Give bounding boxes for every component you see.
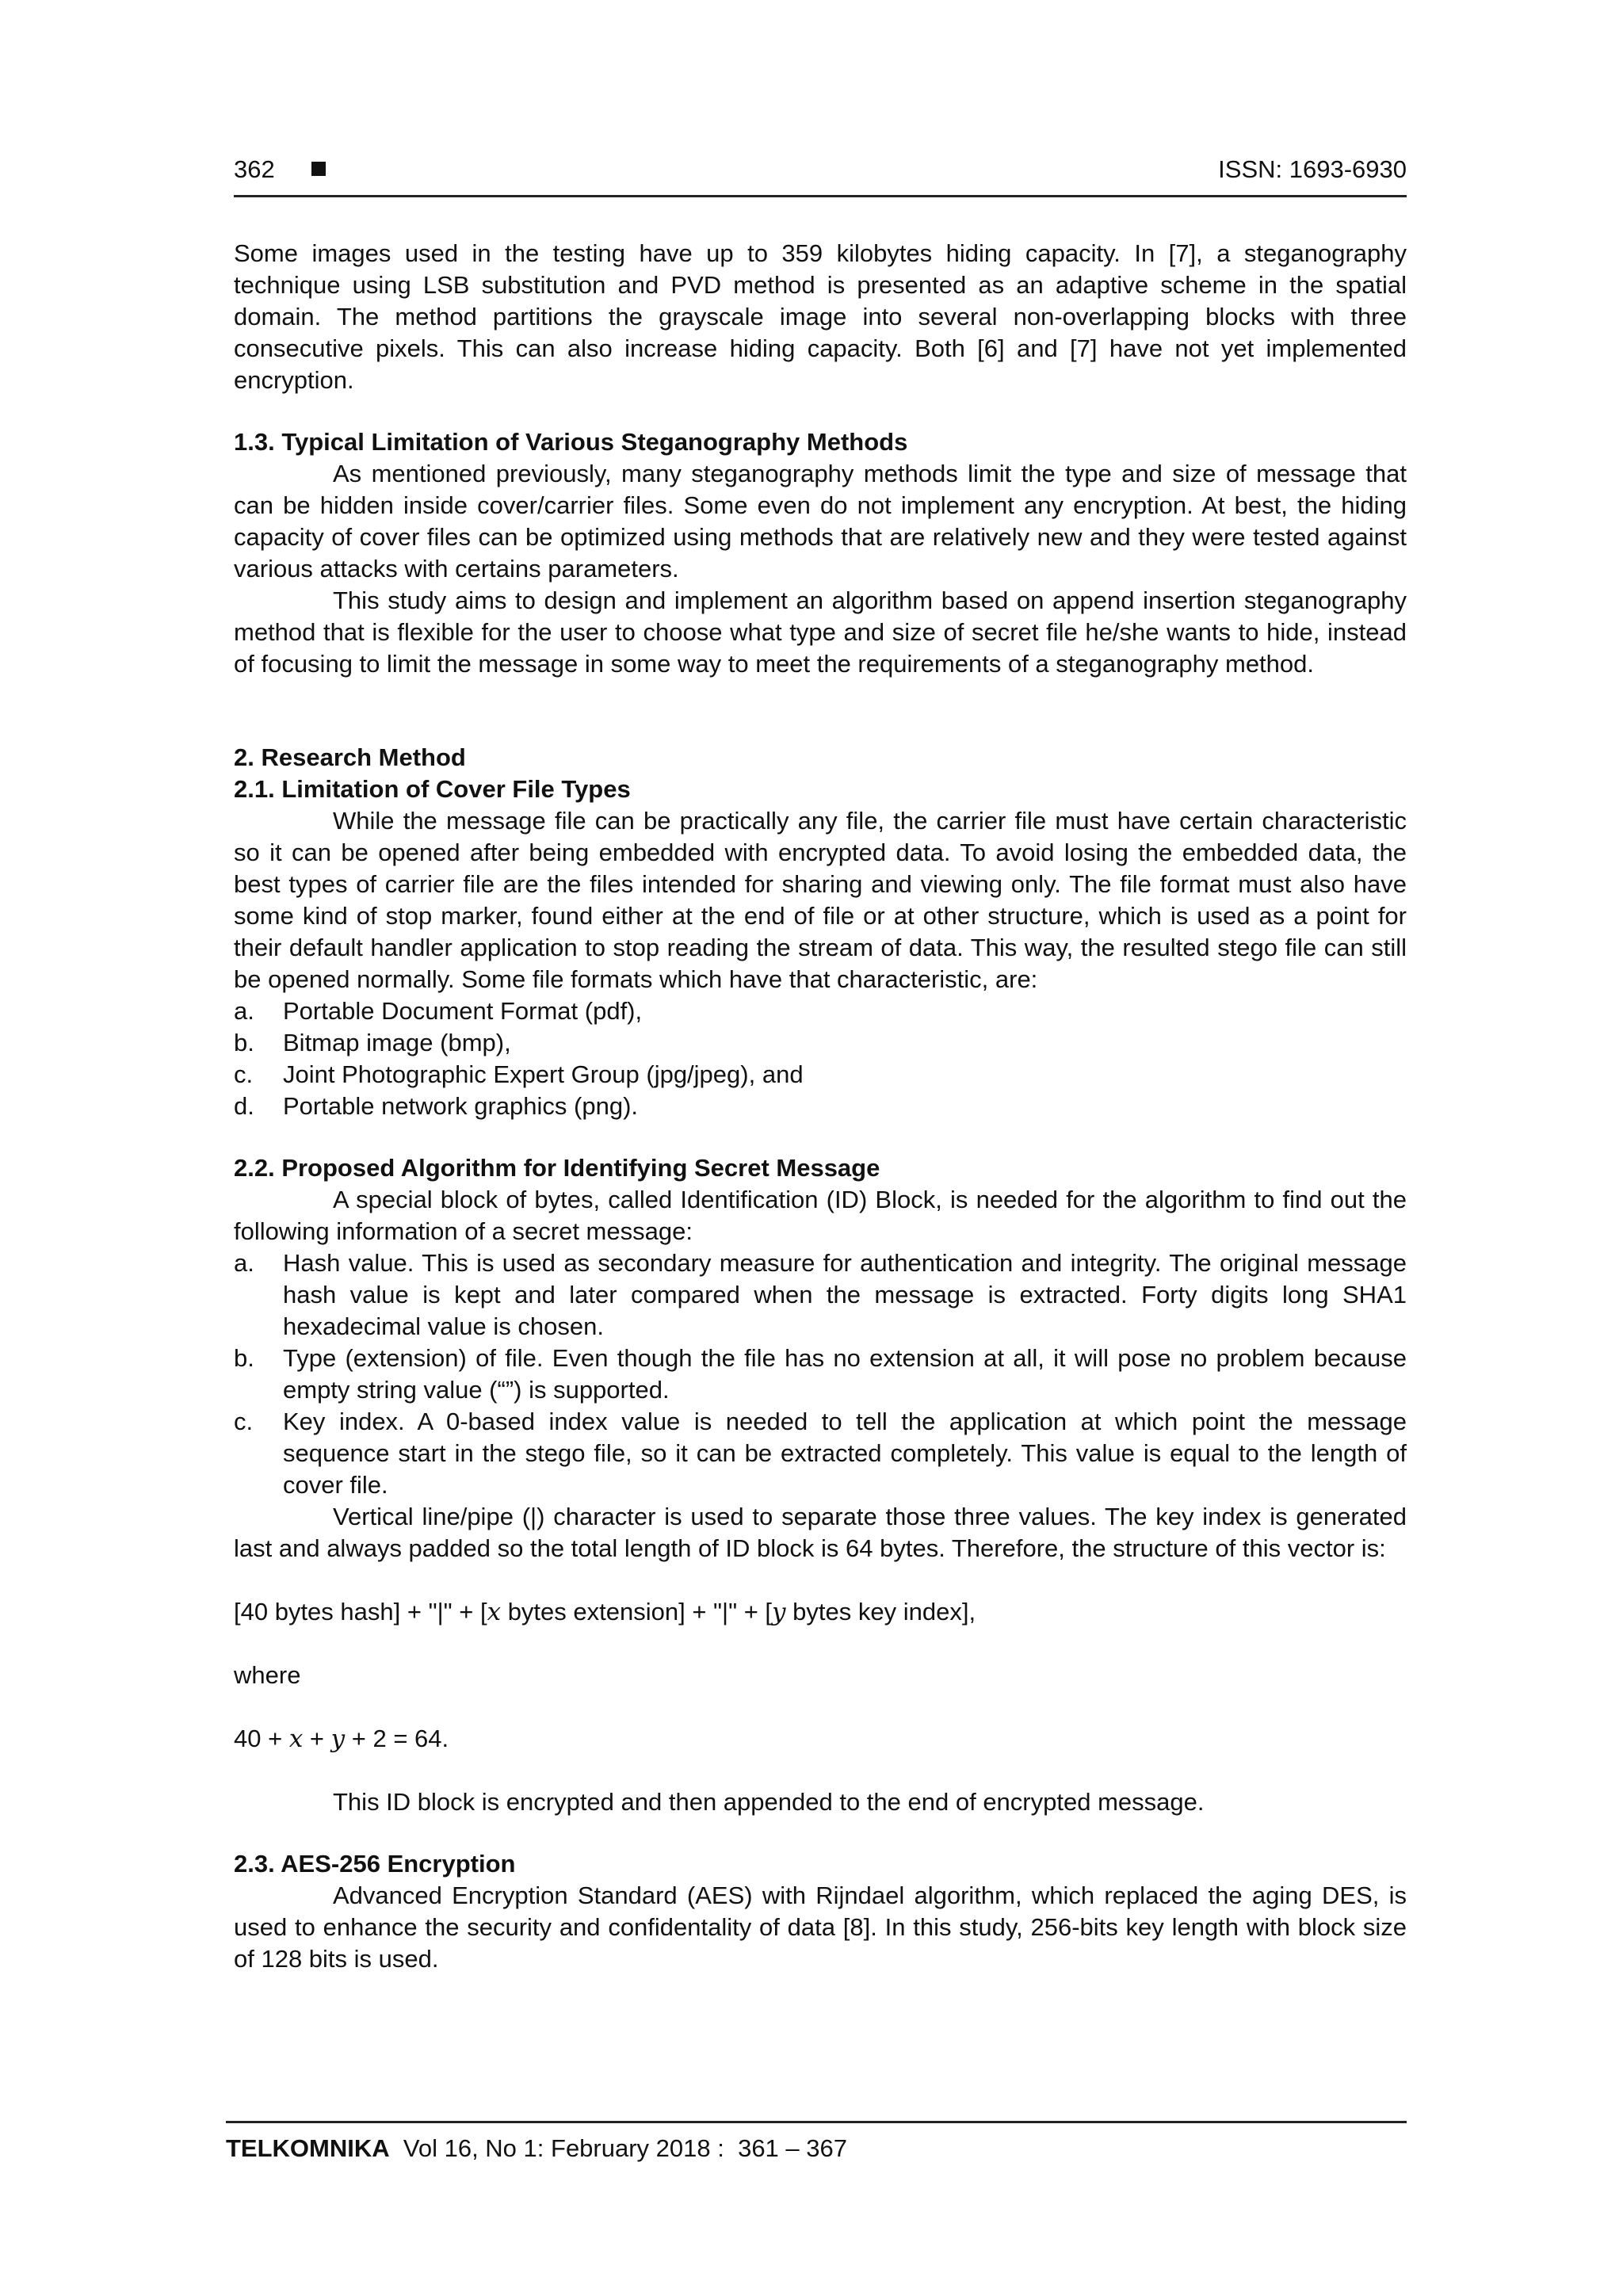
list-item: d. Portable network graphics (png). (234, 1092, 639, 1120)
cover-file-types-list (234, 995, 1407, 1122)
where-label: where (234, 1661, 301, 1689)
header-square-mark (311, 162, 326, 176)
section-1-3-paragraph-2: This study aims to design and implement an algorithm based on append insertion steganography method that is flexible for the user to choose what type and size of secret file he/she wants to hide, instead of focusing to limit the message in some way to meet the requirements of a steganography method. (234, 586, 1407, 678)
intro-paragraph: Some images used in the testing have up to 359 kilobytes hiding capacity. In [7], a steganography technique using LSB substitution and PVD method is presented as an adaptive scheme in the spatial domain. The method partitions the grayscale image into several non-overlapping blocks with three consecutive pixels. This can also increase hiding capacity. Both [6] and [7] have not yet implemented encryption. (234, 239, 1407, 394)
section-2-2-paragraph-1: A special block of bytes, called Identification (ID) Block, is needed for the algorithm to find out the following information of a secret message: (234, 1186, 1407, 1245)
list-item: b. Type (extension) of file. Even though the file has no extension at all, it will pose no problem because empty string value (“”) is supported. (234, 1344, 1407, 1404)
id-block-structure-formula: [40 bytes hash] + "|" + [x bytes extension] + "|" + [y bytes key index], (234, 1598, 976, 1626)
list-item: b. Bitmap image (bmp), (234, 1029, 511, 1056)
journal-name: TELKOMNIKA (226, 2134, 390, 2162)
section-2-3-heading: 2.3. AES-256 Encryption (234, 1850, 516, 1878)
section-2-2-paragraph-2: Vertical line/pipe (|) character is used to separate those three values. The key index is generated last and always padded so the total length of ID block is 64 bytes. Therefore, the structure of this vector is: (234, 1503, 1407, 1562)
id-block-info-list (234, 1247, 1407, 1501)
section-2-1-heading: 2.1. Limitation of Cover File Types (234, 775, 631, 803)
page-number: 362 (234, 155, 275, 183)
list-item: a. Hash value. This is used as secondary measure for authentication and integrity. The original message hash value is kept and later compared when the message is extracted. Forty digits long SHA1 hexadecimal value is chosen. (234, 1249, 1407, 1340)
page-footer (226, 2121, 1407, 2163)
issn: ISSN: 1693-6930 (1218, 155, 1407, 183)
section-1-3-paragraph-1: As mentioned previously, many steganography methods limit the type and size of message that can be hidden inside cover/carrier files. Some even do not implement any encryption. At best, the hiding capacity of cover files can be optimized using methods that are relatively new and they were tested against various attacks with certains parameters. (234, 460, 1407, 583)
section-2-2-paragraph-3: This ID block is encrypted and then appended to the end of encrypted message. (333, 1788, 1205, 1816)
issue-details: Vol 16, No 1: February 2018 : 361 – 367 (389, 2134, 847, 2162)
section-1-3-heading: 1.3. Typical Limitation of Various Steganography Methods (234, 428, 908, 456)
list-item: a. Portable Document Format (pdf), (234, 997, 643, 1025)
section-2-1-paragraph: While the message file can be practically any file, the carrier file must have certain characteristic so it can be opened after being embedded with encrypted data. To avoid losing the embedded data, the best types of carrier file are the files intended for sharing and viewing only. The file format must also have some kind of stop marker, found either at the end of file or at other structure, which is used as a point for their default handler application to stop reading the stream of data. This way, the resulted stego file can still be opened normally. Some file formats which have that characteristic, are: (234, 807, 1407, 993)
section-2-heading: 2. Research Method (234, 743, 466, 771)
section-2-3-paragraph: Advanced Encryption Standard (AES) with Rijndael algorithm, which replaced the aging DES, is used to enhance the security and confidentality of data [8]. In this study, 256-bits key length with block size of 128 bits is used. (234, 1881, 1407, 1973)
page-header (234, 155, 1407, 197)
list-item: c. Joint Photographic Expert Group (jpg/jpeg), and (234, 1060, 804, 1088)
length-equation: 40 + x + y + 2 = 64. (234, 1725, 449, 1753)
main-content (234, 238, 1407, 1975)
section-2-2-heading: 2.2. Proposed Algorithm for Identifying Secret Message (234, 1154, 880, 1182)
list-item: c. Key index. A 0-based index value is needed to tell the application at which point the message sequence start in the stego file, so it can be extracted completely. This value is equal to the length of cover file. (234, 1408, 1407, 1499)
